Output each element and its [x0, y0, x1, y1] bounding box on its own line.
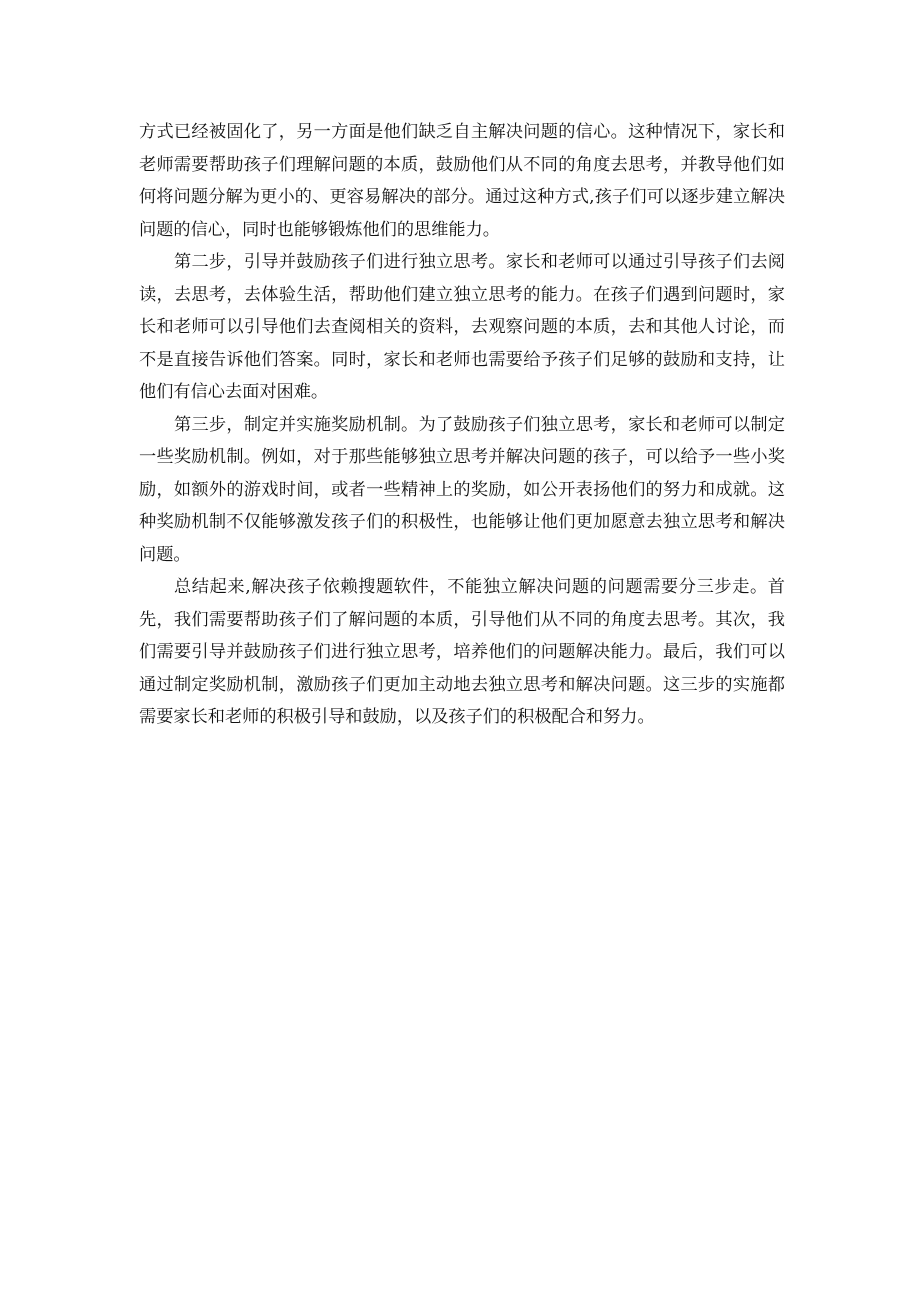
paragraph-summary: 总结起来,解决孩子依赖搜题软件，不能独立解决问题的问题需要分三步走。首先，我们需要帮助孩子们了解问题的本质，引导他们从不同的角度去思考。其次，我们需要引导并鼓励孩子们进行独立思考，培养他们的问题解决能力。最后，我们可以通过制定奖励机制，激励孩子们更加主动地去独立思考和解决问题。这三步的实施都需要家长和老师的积极引导和鼓励，以及孩子们的积极配合和努力。 — [139, 577, 785, 727]
body-text — [139, 116, 785, 734]
paragraph-step-three: 第三步，制定并实施奖励机制。为了鼓励孩子们独立思考，家长和老师可以制定一些奖励机制。例如，对于那些能够独立思考并解决问题的孩子，可以给予一些小奖励，如额外的游戏时间，或者一些精神上的奖励，如公开表扬他们的努力和成就。这种奖励机制不仅能够激发孩子们的积极性，也能够让他们更加愿意去独立思考和解决问题。 — [139, 414, 785, 565]
paragraph-step-two: 第二步，引导并鼓励孩子们进行独立思考。家长和老师可以通过引导孩子们去阅读，去思考，去体验生活，帮助他们建立独立思考的能力。在孩子们遇到问题时，家长和老师可以引导他们去查阅相关的资料，去观察问题的本质，去和其他人讨论，而不是直接告诉他们答案。同时，家长和老师也需要给予孩子们足够的鼓励和支持，让他们有信心去面对困难。 — [139, 252, 785, 402]
paragraph-continuation: 方式已经被固化了，另一方面是他们缺乏自主解决问题的信心。这种情况下，家长和老师需要帮助孩子们理解问题的本质，鼓励他们从不同的角度去思考，并教导他们如何将问题分解为更小的、更容易解决的部分。通过这种方式,孩子们可以逐步建立解决问题的信心，同时也能够锻炼他们的思维能力。 — [139, 122, 785, 240]
